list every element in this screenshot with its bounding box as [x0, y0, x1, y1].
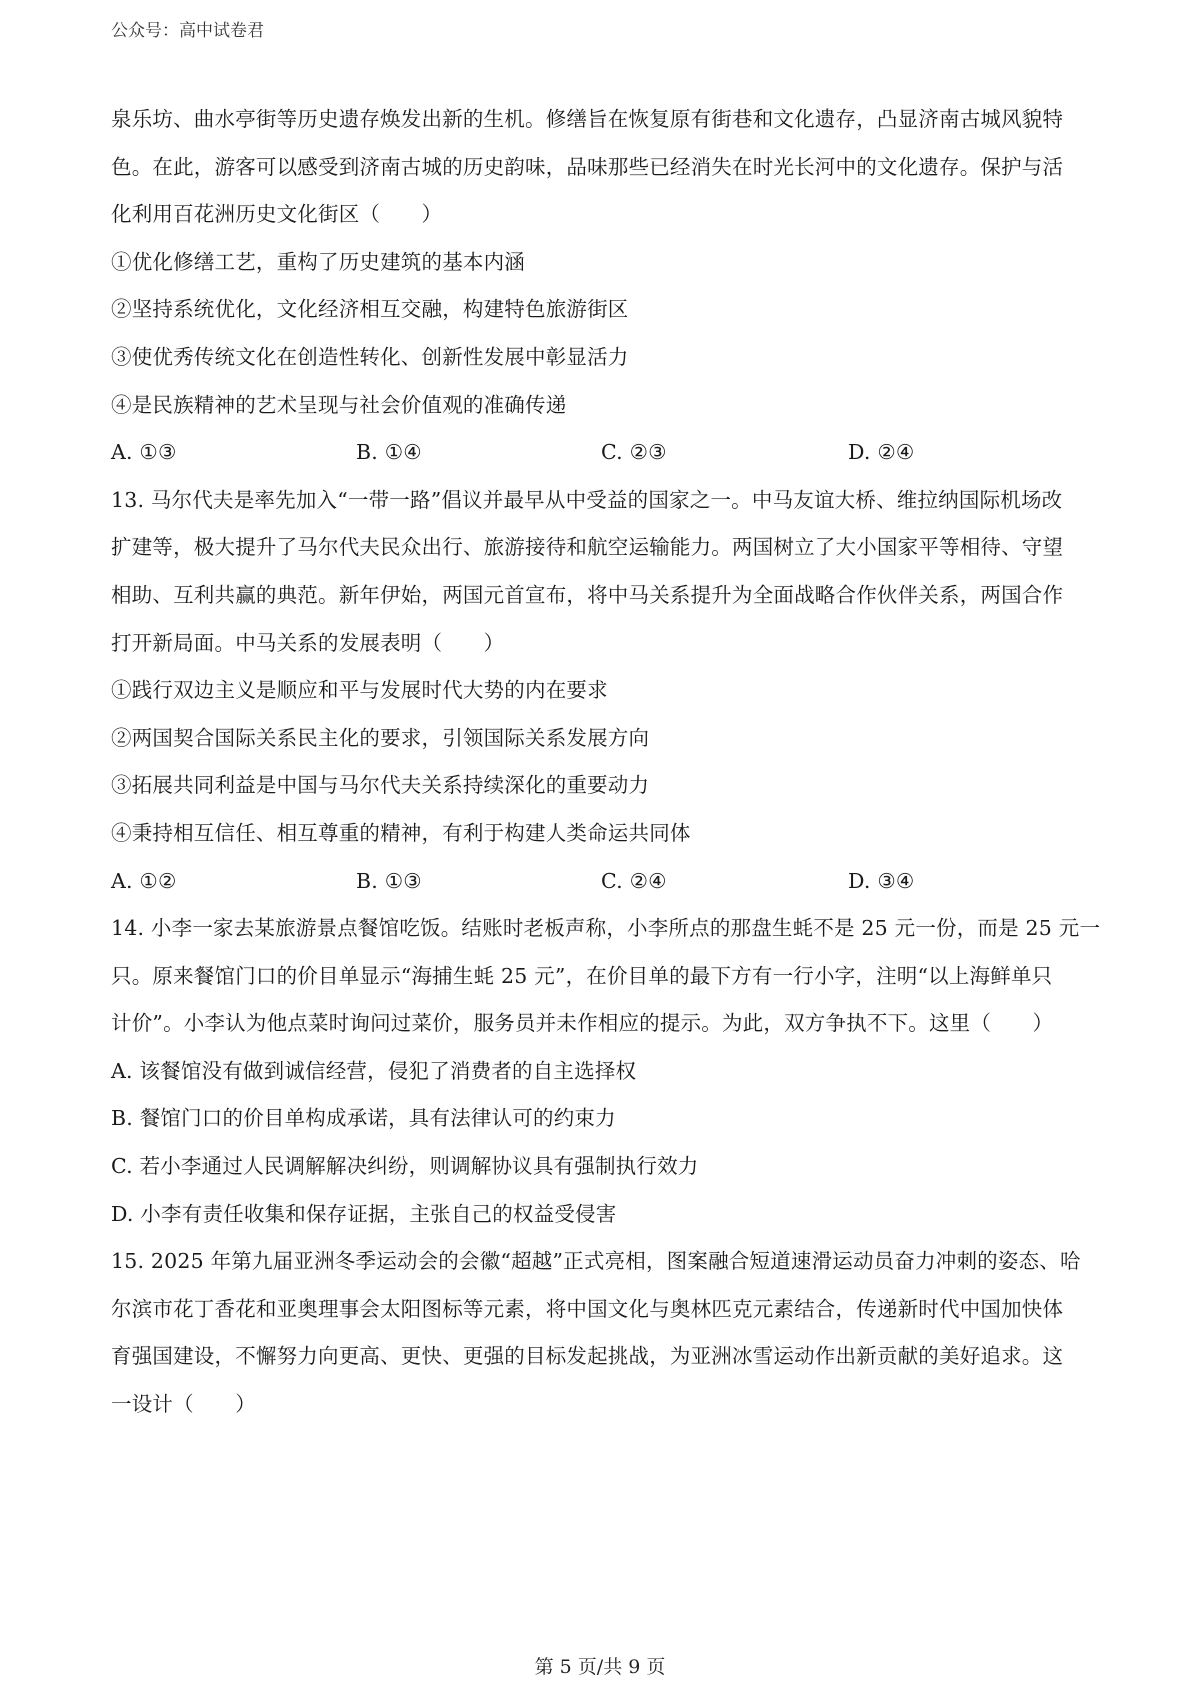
option-a: A. ①② — [111, 868, 177, 893]
choice-b: B. 餐馆门口的价目单构成承诺，具有法律认可的约束力 — [111, 1106, 616, 1131]
question-13 — [111, 477, 1101, 905]
option-d: D. ②④ — [848, 440, 915, 465]
statement-item: ①优化修缮工艺，重构了历史建筑的基本内涵 — [111, 249, 525, 274]
statement-item: ④秉持相互信任、相互尊重的精神，有利于构建人类命运共同体 — [111, 820, 691, 845]
question-stem-line: 相助、互利共赢的典范。新年伊始，两国元首宣布，将中马关系提升为全面战略合作伙伴关系，两国合作 — [111, 582, 1064, 607]
choice-d: D. 小李有责任收集和保存证据，主张自己的权益受侵害 — [111, 1201, 617, 1226]
question-stem-line: 泉乐坊、曲水亭街等历史遗存焕发出新的生机。修缮旨在恢复原有街巷和文化遗存，凸显济南古城风貌特 — [111, 107, 1064, 131]
question-stem-line: 扩建等，极大提升了马尔代夫民众出行、旅游接待和航空运输能力。两国树立了大小国家平等相待、守望 — [111, 535, 1064, 560]
question-stem-line: 15. 2025 年第九届亚洲冬季运动会的会徽“超越”正式亮相，图案融合短道速滑运动员奋力冲刺的姿态、哈 — [111, 1249, 1081, 1274]
question-stem-line: 打开新局面。中马关系的发展表明（ ） — [111, 630, 505, 655]
question-stem-line: 计价”。小李认为他点菜时询问过菜价，服务员并未作相应的提示。为此，双方争执不下。这里（ ） — [111, 1011, 1054, 1036]
statement-item: ③拓展共同利益是中国与马尔代夫关系持续深化的重要动力 — [111, 773, 650, 798]
question-stem-line: 育强国建设，不懈努力向更高、更快、更强的目标发起挑战，为亚洲冰雪运动作出新贡献的美好追求。这 — [111, 1344, 1064, 1369]
choice-c: C. 若小李通过人民调解解决纠纷，则调解协议具有强制执行效力 — [111, 1154, 699, 1179]
option-d: D. ③④ — [848, 868, 915, 893]
question-stem-line: 13. 马尔代夫是率先加入“一带一路”倡议并最早从中受益的国家之一。中马友谊大桥、维拉纳国际机场改 — [111, 487, 1063, 512]
choice-a: A. 该餐馆没有做到诚信经营，侵犯了消费者的自主选择权 — [111, 1058, 637, 1083]
question-stem-line: 尔滨市花丁香花和亚奥理事会太阳图标等元素，将中国文化与奥林匹克元素结合，传递新时代中国加快体 — [111, 1296, 1064, 1321]
question-stem-line: 一设计（ ） — [111, 1392, 256, 1417]
statement-item: ④是民族精神的艺术呈现与社会价值观的准确传递 — [111, 392, 567, 417]
statement-item: ②两国契合国际关系民主化的要求，引领国际关系发展方向 — [111, 725, 650, 750]
question-12 — [111, 96, 1101, 477]
answer-options — [111, 429, 1101, 477]
statement-item: ②坚持系统优化，文化经济相互交融，构建特色旅游街区 — [111, 297, 629, 322]
question-14 — [111, 905, 1101, 1238]
statement-item: ③使优秀传统文化在创造性转化、创新性发展中彰显活力 — [111, 344, 629, 369]
question-stem-line: 化利用百花洲历史文化街区（ ） — [111, 202, 443, 227]
exam-content — [111, 96, 1101, 1429]
question-stem-line: 只。原来餐馆门口的价目单显示“海捕生蚝 25 元”，在价目单的最下方有一行小字，注明“以上海鲜单只 — [111, 963, 1053, 988]
option-b: B. ①④ — [356, 440, 422, 465]
page-number: 第 5 页/共 9 页 — [534, 1656, 666, 1678]
question-stem-line: 14. 小李一家去某旅游景点餐馆吃饭。结账时老板声称，小李所点的那盘生蚝不是 25 元一份，而是 25 元一 — [111, 916, 1101, 941]
option-c: C. ②③ — [601, 440, 667, 465]
option-b: B. ①③ — [356, 868, 422, 893]
answer-options — [111, 858, 1101, 906]
statement-item: ①践行双边主义是顺应和平与发展时代大势的内在要求 — [111, 678, 608, 703]
option-c: C. ②④ — [601, 868, 667, 893]
question-stem-line: 色。在此，游客可以感受到济南古城的历史韵味，品味那些已经消失在时光长河中的文化遗存。保护与活 — [111, 154, 1064, 179]
source-label: 公众号：高中试卷君 — [111, 21, 264, 41]
option-a: A. ①③ — [111, 440, 177, 465]
question-15 — [111, 1238, 1101, 1428]
